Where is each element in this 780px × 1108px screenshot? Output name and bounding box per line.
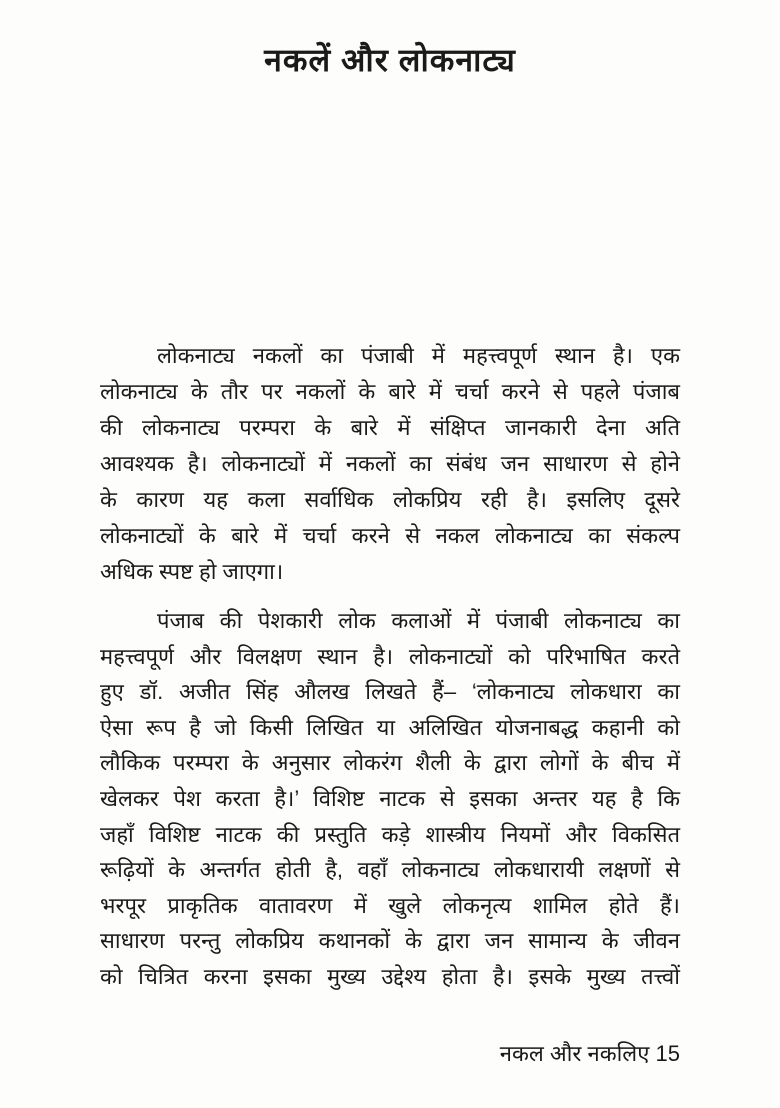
text-line: लोकनाट्य के तौर पर नकलों के बारे में चर्चा करने से पहले पंजाब bbox=[100, 379, 680, 404]
text-line: साधारण परन्तु लोकप्रिय कथानकों के द्वारा जन सामान्य के जीवन bbox=[100, 928, 680, 954]
text-line: ऐसा रूप है जो किसी लिखित या अलिखित योजनाबद्ध कहानी को bbox=[100, 714, 680, 740]
text-line: हुए डॉ. अजीत सिंह औलख लिखते हैं– ‘लोकनाट्य लोकधारा का bbox=[100, 679, 680, 705]
text-line: लोकनाट्य नकलों का पंजाबी में महत्त्वपूर्ण स्थान है। एक bbox=[157, 343, 680, 368]
text-line: भरपूर प्राकृतिक वातावरण में खुले लोकनृत्य शामिल होते हैं। bbox=[100, 892, 680, 918]
text-line: जहाँ विशिष्ट नाटक की प्रस्तुति कड़े शास्त्रीय नियमों और विकसित bbox=[100, 821, 680, 847]
paragraph-1 bbox=[100, 338, 680, 590]
text-line: लोकनाट्यों के बारे में चर्चा करने से नकल लोकनाट्य का संकल्प bbox=[100, 523, 680, 548]
page-footer bbox=[500, 1038, 680, 1068]
page-number: 15 bbox=[655, 1041, 680, 1066]
chapter-title: नकलें और लोकनाट्य bbox=[264, 42, 516, 78]
running-title: नकल और नकलिए bbox=[499, 1041, 650, 1066]
text-line: खेलकर पेश करता है।’ विशिष्ट नाटक से इसका अन्तर यह है कि bbox=[100, 785, 680, 811]
paragraph-2 bbox=[100, 603, 680, 995]
text-line: अधिक स्पष्ट हो जाएगा। bbox=[100, 559, 284, 584]
text-line: पंजाब की पेशकारी लोक कलाओं में पंजाबी लोकनाट्य का bbox=[157, 608, 680, 633]
text-line: लौकिक परम्परा के अनुसार लोकरंग शैली के द्वारा लोगों के बीच में bbox=[100, 750, 680, 776]
text-line: को चित्रित करना इसका मुख्य उद्देश्य होता है। इसके मुख्य तत्त्वों bbox=[100, 963, 680, 989]
text-line: आवश्यक है। लोकनाट्यों में नकलों का संबंध जन साधारण से होने bbox=[100, 451, 680, 476]
text-line: महत्त्वपूर्ण और विलक्षण स्थान है। लोकनाट्यों को परिभाषित करते bbox=[100, 643, 680, 669]
text-line: रूढ़ियों के अन्तर्गत होती है, वहाँ लोकनाट्य लोकधारायी लक्षणों से bbox=[100, 857, 680, 883]
text-line: के कारण यह कला सर्वाधिक लोकप्रिय रही है। इसलिए दूसरे bbox=[100, 487, 680, 512]
text-line: की लोकनाट्य परम्परा के बारे में संक्षिप्त जानकारी देना अति bbox=[100, 415, 680, 440]
